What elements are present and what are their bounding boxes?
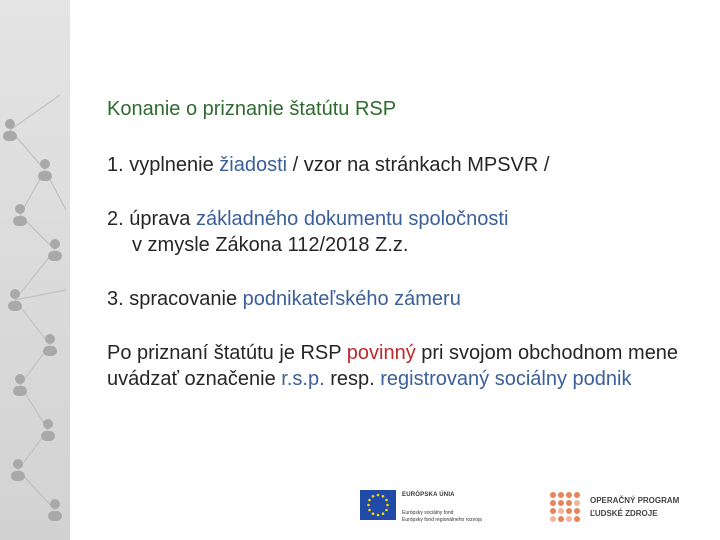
op-subtitle: ĽUDSKÉ ZDROJE: [590, 509, 658, 518]
item1-suffix: / vzor na stránkach MPSVR /: [287, 154, 550, 176]
op-title: OPERAČNÝ PROGRAM: [590, 496, 680, 505]
item1-highlight: žiadosti: [219, 154, 288, 176]
list-item-3: [107, 286, 707, 312]
footer-logos: [0, 480, 720, 540]
para-part3: resp.: [324, 368, 381, 390]
op-logo: [548, 490, 718, 534]
eu-title: EURÓPSKA ÚNIA: [402, 492, 455, 498]
people-network-illustration: [0, 0, 70, 540]
para-part1: Po priznaní štatútu je RSP: [107, 342, 347, 364]
decorative-side-panel: [0, 0, 70, 540]
status-paragraph: [107, 340, 707, 392]
para-blue1: r.s.p.: [281, 368, 325, 390]
list-item-2: [107, 206, 707, 258]
item2-highlight: základného dokumentu spoločnosti: [195, 208, 509, 230]
eu-line1: Európsky sociálny fond: [402, 510, 454, 516]
para-blue2: registrovaný sociálny podnik: [380, 368, 632, 390]
item2-line2: v zmysle Zákona 112/2018 Z.z.: [132, 234, 409, 256]
eu-flag-icon: [360, 490, 396, 520]
para-red: povinný: [346, 342, 416, 364]
item1-prefix: 1. vyplnenie: [107, 154, 220, 176]
para-part2: pri svojom obchodnom mene uvádzať označenie: [107, 342, 679, 390]
item3-highlight: podnikateľského zámeru: [242, 288, 461, 310]
eu-logo: [360, 490, 560, 534]
item2-prefix: 2. úprava: [107, 208, 196, 230]
list-item-1: [107, 152, 707, 178]
slide-content: [107, 96, 707, 392]
eu-line2: Európsky fond regionálneho rozvoja: [402, 517, 482, 523]
op-dots-icon: [548, 490, 582, 524]
item3-prefix: 3. spracovanie: [107, 288, 243, 310]
slide-title: Konanie o priznanie štatútu RSP: [107, 98, 397, 120]
